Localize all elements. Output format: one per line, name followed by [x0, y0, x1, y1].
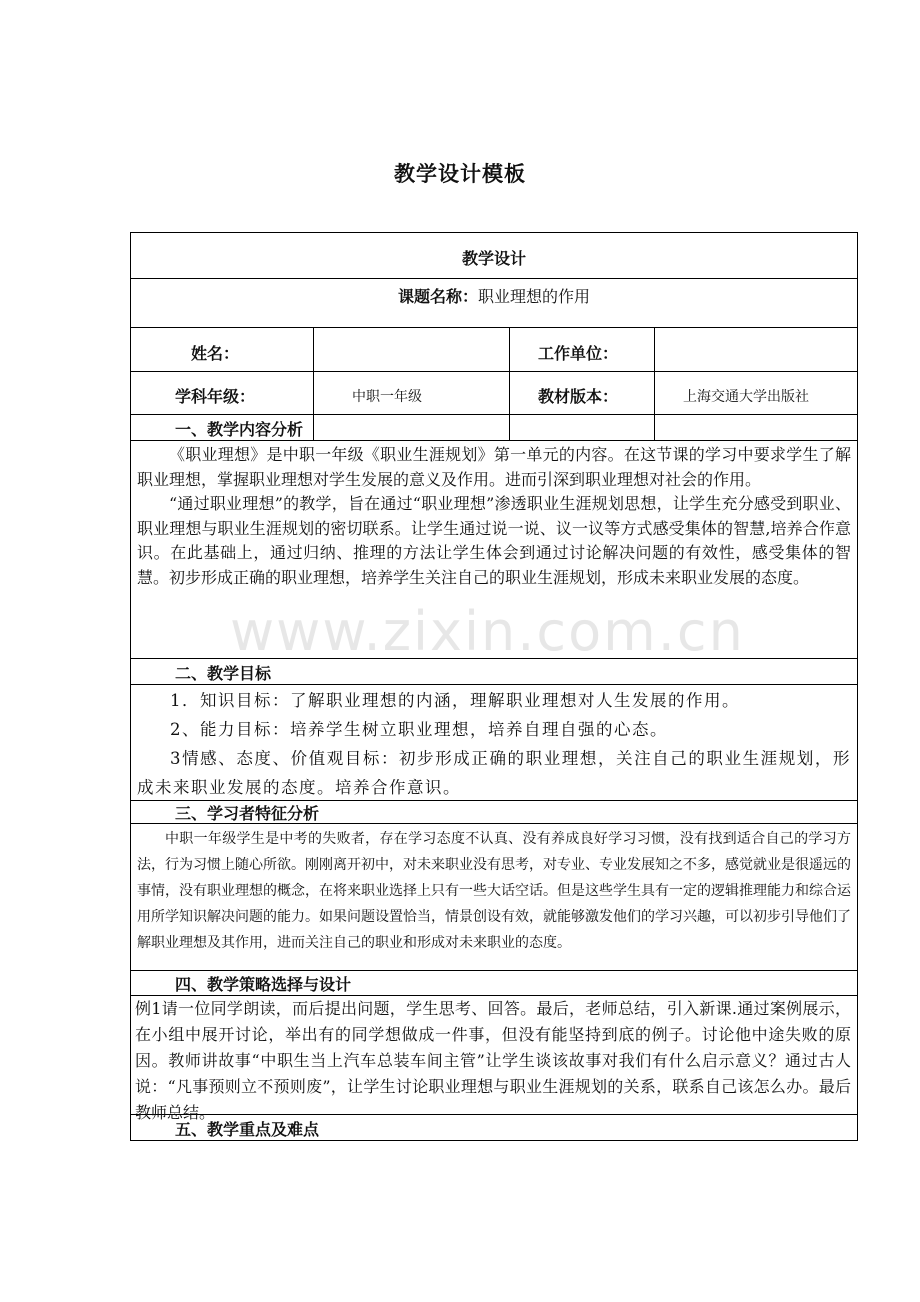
objective-knowledge: 1．知识目标：了解职业理想的内涵，理解职业理想对人生发展的作用。 [170, 691, 740, 710]
table-header: 教学设计 [461, 249, 526, 268]
topic-value: 职业理想的作用 [478, 287, 591, 306]
content-analysis-paragraph: 《职业理想》是中职一年级《职业生涯规划》第一单元的内容。在这节课的学习中要求学生了解职业理想，掌握职业理想对学生发展的意义及作用。进而引深到职业理想对社会的作用。 [137, 445, 851, 489]
column-divider [313, 327, 314, 440]
objective-ability: 2、能力目标：培养学生树立职业理想，培养自理自强的心态。 [170, 720, 668, 739]
strategy-text [135, 996, 851, 1126]
section-title-strategy: 四、教学策略选择与设计 [175, 975, 352, 994]
row-divider [131, 371, 857, 372]
watermark: www.zixin.com.cn [230, 600, 745, 663]
row-divider [131, 278, 857, 279]
lesson-design-table [130, 232, 858, 1141]
section-title-content-analysis: 一、教学内容分析 [175, 420, 304, 439]
learner-analysis-paragraph: 中职一年级学生是中考的失败者，存在学习态度不认真、没有养成良好学习习惯，没有找到适合自己的学习方法，行为习惯上随心所欲。刚刚离开初中，对未来职业没有思考，对专业、专业发展知之不多，感觉就业是很遥远的事情，没有职业理想的概念，在将来职业选择上只有一些大话空话。但是这些学生具有一定的逻辑推理能力和综合运用所学知识解决问题的能力。如果问题设置恰当，情景创设有效，就能够激发他们的学习兴趣，可以初步引导他们了解职业理想及其作用，进而关注自己的职业和形成对未来职业的态度。 [137, 831, 851, 951]
work-unit-label: 工作单位： [538, 344, 619, 363]
topic-label: 课题名称： [397, 287, 478, 306]
learner-analysis-text [137, 826, 851, 956]
section-title-learner-analysis: 三、学习者特征分析 [175, 804, 320, 823]
subject-grade-label: 学科年级： [175, 387, 256, 406]
textbook-edition-label: 教材版本： [538, 387, 619, 406]
row-divider [131, 414, 857, 415]
name-label: 姓名： [191, 344, 240, 363]
row-divider [131, 327, 857, 328]
row-divider [131, 440, 857, 441]
section-title-key-points: 五、教学重点及难点 [175, 1120, 320, 1139]
strategy-paragraph: 例1请一位同学朗读，而后提出问题，学生思考、回答。最后，老师总结，引入新课.通过案例展示，在小组中展开讨论，举出有的同学想做成一件事，但没有能坚持到底的例子。讨论他中途失败的原因。教师讲故事“中职生当上汽车总装车间主管”让学生谈该故事对我们有什么启示意义？通过古人说：“凡事预则立不预则废”，让学生讨论职业理想与职业生涯规划的关系，联系自己该怎么办。最后教师总结。 [135, 999, 851, 1122]
textbook-edition-value: 上海交通大学出版社 [683, 389, 809, 405]
row-divider [131, 658, 857, 659]
content-analysis-text [137, 443, 851, 590]
topic-row [131, 284, 857, 307]
column-divider [654, 327, 655, 440]
row-divider [131, 970, 857, 971]
subject-grade-value: 中职一年级 [352, 389, 422, 405]
document-title: 教学设计模板 [394, 162, 526, 186]
objectives-text [137, 686, 851, 802]
section-title-objectives: 二、教学目标 [175, 664, 272, 683]
content-analysis-paragraph: “通过职业理想”的教学，旨在通过“职业理想”渗透职业生涯规划思想，让学生充分感受到职业、职业理想与职业生涯规划的密切联系。让学生通过说一说、议一议等方式感受集体的智慧,培养合作意识。在此基础上，通过归纳、推理的方法让学生体会到通过讨论解决问题的有效性，感受集体的智慧。初步形成正确的职业理想，培养学生关注自己的职业生涯规划，形成未来职业发展的态度。 [137, 494, 851, 587]
row-divider [131, 684, 857, 685]
objective-attitude: 3情感、态度、价值观目标：初步形成正确的职业理想，关注自己的职业生涯规划，形成未来职业发展的态度。培养合作意识。 [137, 749, 851, 797]
